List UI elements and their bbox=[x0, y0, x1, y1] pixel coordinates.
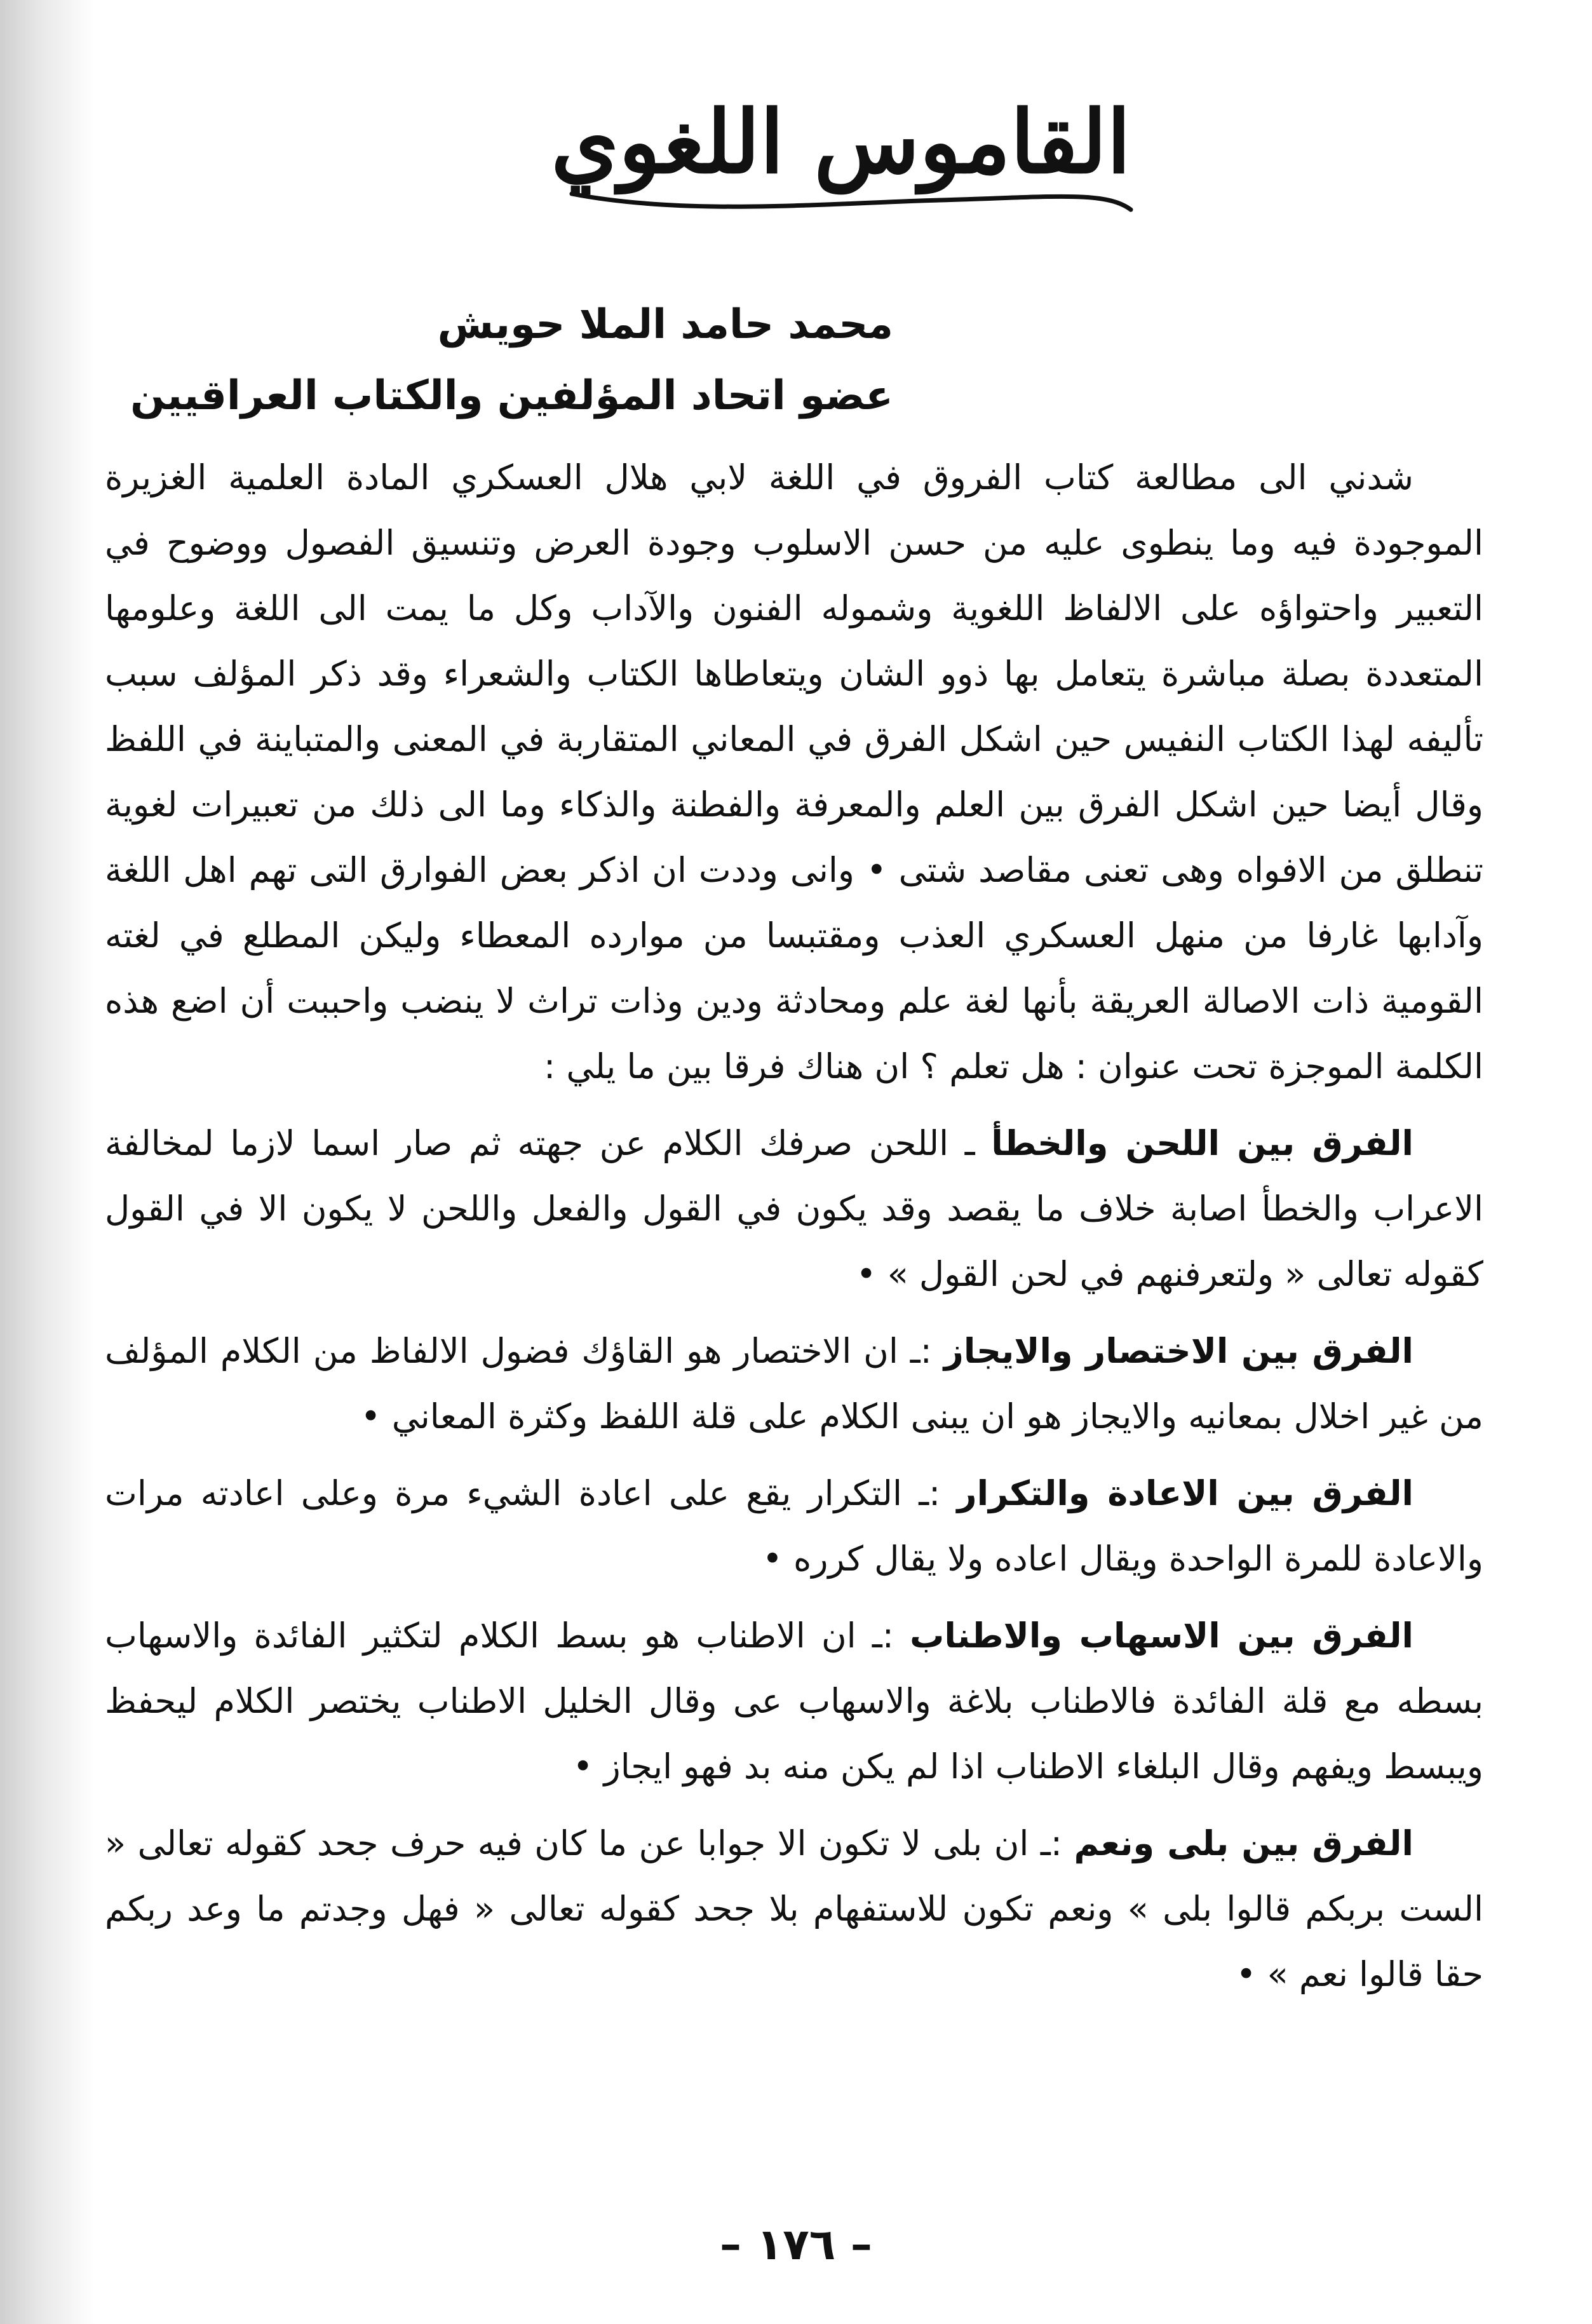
definition-text: :ـ التكرار يقع على اعادة الشيء مرة وعلى اعادته مرات والاعادة للمرة الواحدة ويقال اعاده ولا يقال كرره • bbox=[105, 1473, 1483, 1579]
definition-paragraph bbox=[105, 1461, 1483, 1591]
definition-term: الفرق بين اللحن والخطأ bbox=[991, 1123, 1414, 1163]
definition-text: :ـ ان الاختصار هو القاؤك فضول الالفاظ من الكلام المؤلف من غير اخلال بمعانيه والايجاز هو ان يبنى الكلام على قلة اللفظ وكثرة المعاني • bbox=[105, 1331, 1483, 1436]
definition-paragraph bbox=[105, 1603, 1483, 1799]
author-name: محمد حامد الملا حويش bbox=[437, 301, 893, 348]
article-body bbox=[105, 445, 1483, 2007]
definition-text: ـ اللحن صرفك الكلام عن جهته ثم صار اسما لازما لمخالفة الاعراب والخطأ اصابة خلاف ما يقصد وقد يكون في القول والفعل واللحن لا يكون الا في القول كقوله تعالى « ولتعرفنهم في لحن القول » • bbox=[105, 1123, 1483, 1294]
definition-paragraph bbox=[105, 1111, 1483, 1307]
page-number: – ١٧٦ – bbox=[720, 2220, 872, 2270]
definition-term: الفرق بين الاسهاب والاطناب bbox=[910, 1616, 1413, 1656]
definition-text: :ـ ان بلى لا تكون الا جوابا عن ما كان فيه حرف جحد كقوله تعالى « الست بربكم قالوا بلى » ونعم تكون للاستفهام بلا جحد كقوله تعالى « فهل وجدتم ما وعد ربكم حقا قالوا نعم » • bbox=[105, 1823, 1483, 1994]
definition-term: الفرق بين الاختصار والايجاز bbox=[943, 1331, 1414, 1371]
title-flourish-ornament bbox=[559, 165, 1143, 222]
page-edge-shadow bbox=[0, 0, 95, 2324]
page-title: القاموس اللغوي bbox=[551, 91, 1131, 193]
definition-paragraph bbox=[105, 1318, 1483, 1449]
definition-term: الفرق بين بلى ونعم bbox=[1074, 1823, 1413, 1863]
author-block bbox=[130, 289, 893, 431]
definition-term: الفرق بين الاعادة والتكرار bbox=[957, 1473, 1413, 1513]
definition-paragraph bbox=[105, 1811, 1483, 2007]
intro-paragraph: شدني الى مطالعة كتاب الفروق في اللغة لابي هلال العسكري المادة العلمية الغزيرة الموجودة فيه وما ينطوى عليه من حسن الاسلوب وجودة العرض وتنسيق الفصول ووضوح في التعبير واحتواؤه على الالفاظ اللغوية وشموله الفنون والآداب وكل ما يمت الى اللغة وعلومها المتعددة بصلة مباشرة يتعامل بها ذوو الشان ويتعاطاها الكتاب والشعراء وقد ذكر المؤلف سبب تأليفه لهذا الكتاب النفيس حين اشكل الفرق في المعاني المتقاربة في المعنى والمتباينة في اللفظ وقال أيضا حين اشكل الفرق بين العلم والمعرفة والفطنة والذكاء وما الى ذلك من تعبيرات لغوية تنطلق من الافواه وهى تعنى مقاصد شتى • وانى وددت ان اذكر بعض الفوارق التى تهم اهل اللغة وآدابها غارفا من منهل العسكري العذب ومقتبسا من موارده المعطاء وليكن المطلع في لغته القومية ذات الاصالة العريقة بأنها لغة علم ومحادثة ودين وذات تراث لا ينضب واحببت أن اضع هذه الكلمة الموجزة تحت عنوان : هل تعلم ؟ ان هناك فرقا بين ما يلي : bbox=[105, 457, 1483, 1086]
author-affiliation: عضو اتحاد المؤلفين والكتاب العراقيين bbox=[130, 372, 893, 419]
definition-text: :ـ ان الاطناب هو بسط الكلام لتكثير الفائدة والاسهاب بسطه مع قلة الفائدة فالاطناب بلاغة والاسهاب عى وقال الخليل الاطناب يختصر الكلام ليحفظ ويبسط ويفهم وقال البلغاء الاطناب اذا لم يكن منه بد فهو ايجاز • bbox=[105, 1616, 1483, 1787]
